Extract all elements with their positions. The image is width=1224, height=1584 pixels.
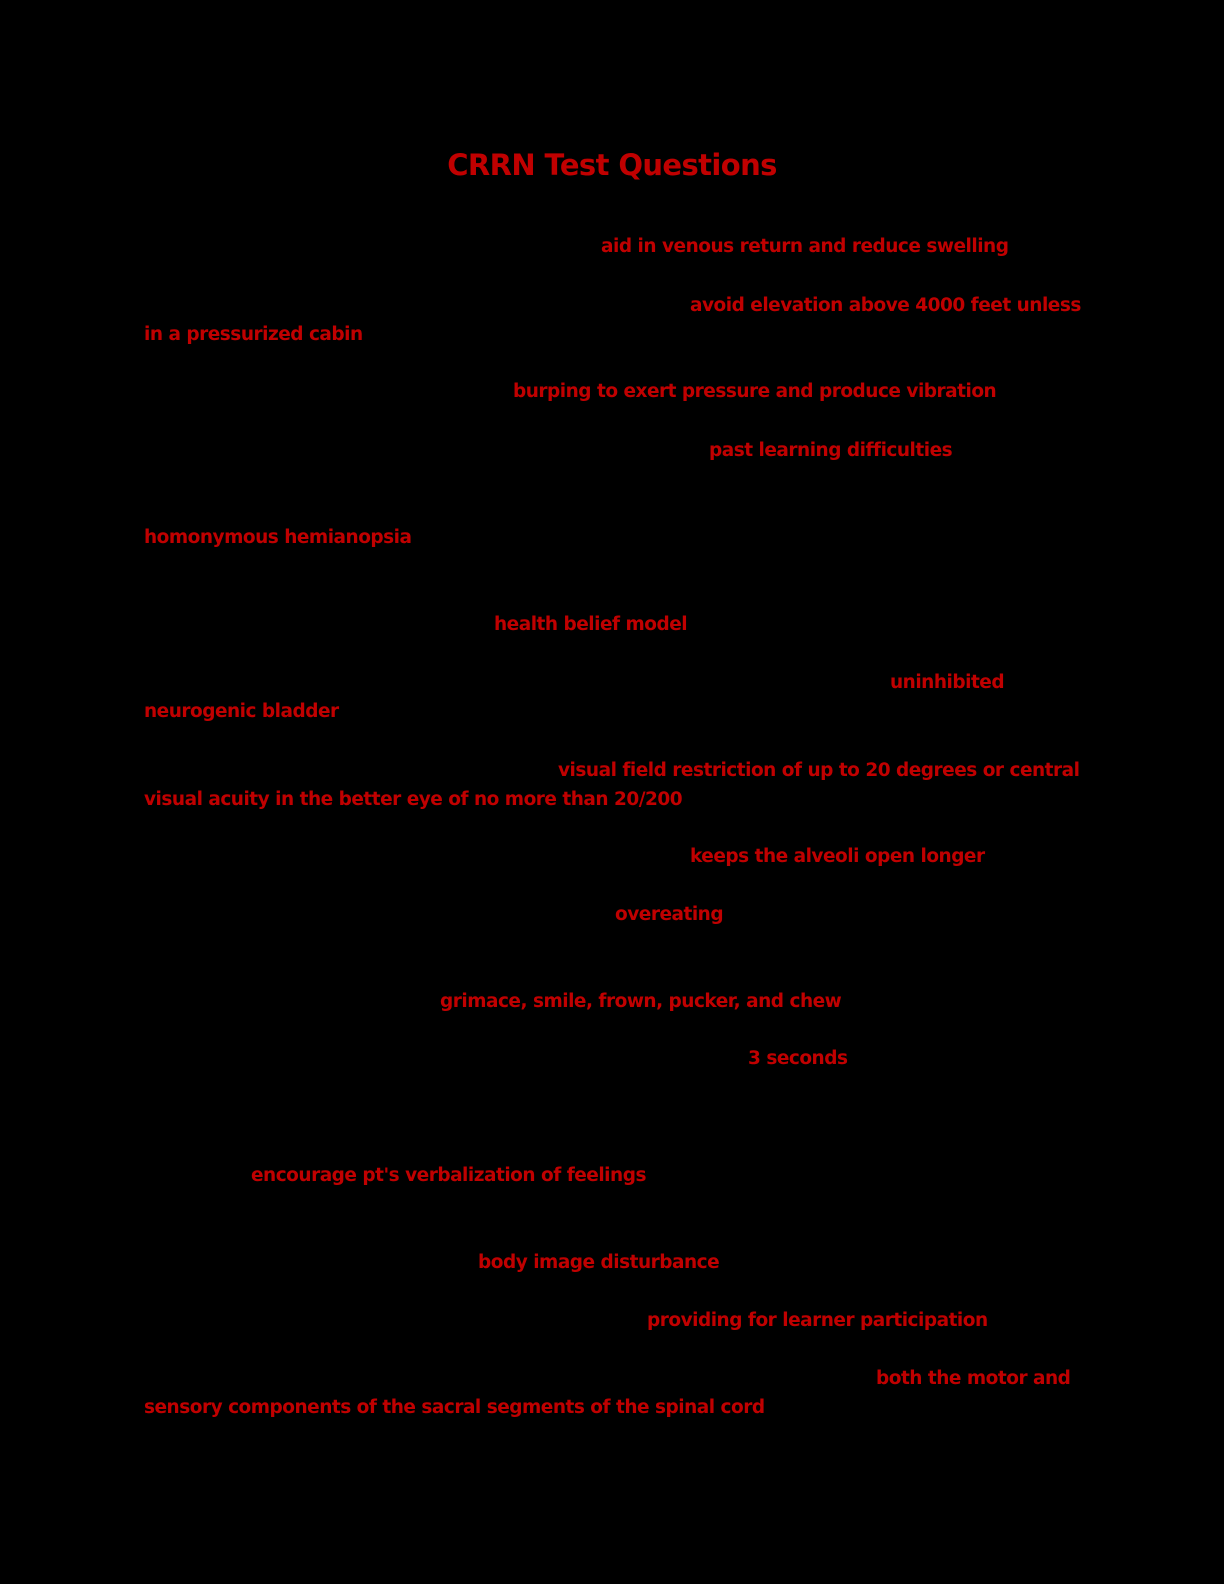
document-title: CRRN Test Questions (447, 148, 777, 182)
answer-7 (144, 668, 1004, 726)
answer-9 (690, 842, 985, 871)
answer-line: health belief model (494, 614, 688, 635)
answer-line: aid in venous return and reduce swelling (601, 236, 1009, 257)
answer-13 (251, 1161, 646, 1190)
answer-4 (709, 436, 952, 465)
answer-line: neurogenic bladder (144, 701, 339, 722)
answer-line: both the motor and (876, 1368, 1071, 1389)
answer-3 (513, 377, 996, 406)
answer-line: grimace, smile, frown, pucker, and chew (440, 991, 842, 1012)
answer-15 (647, 1306, 988, 1335)
answer-line: visual field restriction of up to 20 degrees or central (558, 760, 1080, 781)
answer-12 (748, 1044, 847, 1073)
answer-11 (440, 987, 841, 1016)
answer-line: body image disturbance (478, 1252, 720, 1273)
answer-line: overeating (615, 904, 724, 925)
answer-8 (144, 756, 1079, 814)
answer-16 (144, 1364, 1070, 1422)
answer-line: homonymous hemianopsia (144, 527, 412, 548)
answer-line: past learning difficulties (709, 440, 953, 461)
answer-10 (615, 900, 723, 929)
answer-line: keeps the alveoli open longer (690, 846, 985, 867)
answer-line: avoid elevation above 4000 feet unless (690, 295, 1081, 316)
answer-line: 3 seconds (748, 1048, 848, 1069)
answer-2 (144, 291, 1081, 349)
answer-line: sensory components of the sacral segments of the spinal cord (144, 1397, 765, 1418)
answer-line: in a pressurized cabin (144, 324, 363, 345)
answer-line: visual acuity in the better eye of no more than 20/200 (144, 789, 683, 810)
answer-line: providing for learner participation (647, 1310, 988, 1331)
answer-line: uninhibited (890, 672, 1005, 693)
answer-5 (144, 523, 412, 552)
answer-1 (601, 232, 1008, 261)
answer-line: burping to exert pressure and produce vibration (513, 381, 997, 402)
answer-line: encourage pt's verbalization of feelings (251, 1165, 646, 1186)
answer-14 (478, 1248, 719, 1277)
answer-6 (494, 610, 687, 639)
